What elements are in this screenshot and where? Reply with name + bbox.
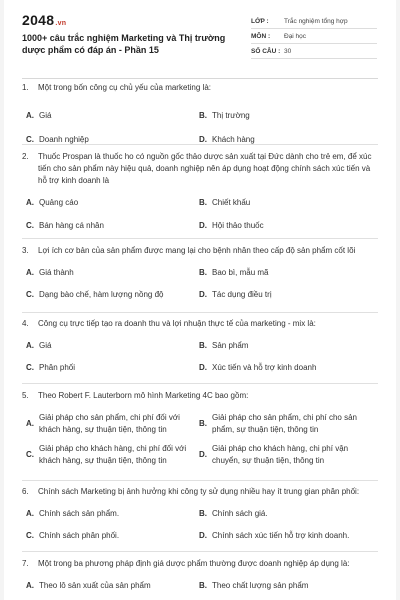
question-separator: [22, 144, 378, 145]
question-6: [22, 486, 378, 540]
question-number: 4.: [22, 319, 29, 328]
option-a[interactable]: A. Theo lô sản xuất của sản phẩm: [26, 581, 151, 590]
option-d[interactable]: D. Chính sách xúc tiến hỗ trợ kinh doanh.: [199, 531, 350, 540]
option-d[interactable]: D. Giải pháp cho khách hàng, chi phí vận chuyển, sự thuận tiện, thông tin: [199, 444, 349, 465]
options: [22, 102, 378, 144]
question-separator: [22, 551, 378, 552]
option-b[interactable]: B. Sản phẩm: [199, 341, 249, 350]
question-text: Chính sách Marketing bị ảnh hưởng khi công ty sử dụng nhiều hay ít trung gian phân phối:: [38, 487, 360, 496]
question-number: 7.: [22, 559, 29, 568]
question-text: Thuốc Prospan là thuốc ho có nguồn gốc thảo dược sản xuất tại Đức dành cho trẻ em, để xúc tiến cho sản phẩm này hiệu quả, doanh nghiệp nên áp dụng hoạt động chính sách xúc tiến và hỗ trợ kinh doanh là: [38, 152, 372, 185]
option-c[interactable]: C. Bán hàng cá nhân: [26, 221, 104, 230]
question-7: [22, 558, 378, 590]
question-text: Một trong bốn công cụ chủ yếu của marketing là:: [38, 83, 211, 92]
meta-table: [251, 14, 377, 59]
question-separator: [22, 238, 378, 239]
question-separator: [22, 480, 378, 481]
option-c[interactable]: C. Giải pháp cho khách hàng, chi phí đối với khách hàng, sự thuận tiện, thông tin: [26, 444, 187, 465]
question-4: [22, 318, 378, 372]
logo-suffix: .vn: [55, 20, 67, 27]
option-b[interactable]: B. Chiết khấu: [199, 198, 251, 207]
document-title: 1000+ câu trắc nghiệm Marketing và Thị trường dược phẩm có đáp án - Phần 15: [22, 33, 226, 55]
option-a[interactable]: A. Quảng cáo: [26, 198, 79, 207]
meta-label: LỚP :: [251, 17, 269, 25]
question-5: [22, 390, 378, 465]
logo-text: 2048: [22, 12, 55, 28]
question-number: 6.: [22, 487, 29, 496]
option-a[interactable]: A. Giải pháp cho sản phẩm, chi phí đối với khách hàng, sự thuận tiện, thông tin: [26, 413, 180, 434]
document-header: [4, 0, 396, 78]
option-a[interactable]: A. Chính sách sản phẩm.: [26, 509, 120, 518]
option-a[interactable]: A. Giá thành: [26, 268, 74, 277]
option-b[interactable]: B. Bao bì, mẫu mã: [199, 268, 269, 277]
option-a[interactable]: A. Giá: [26, 111, 52, 120]
question-separator: [22, 312, 378, 313]
meta-value: 30: [284, 47, 292, 55]
question-text: Theo Robert F. Lauterborn mô hình Marketing 4C bao gồm:: [38, 391, 249, 400]
option-d[interactable]: D. Tác dụng điều trị: [199, 290, 272, 299]
option-b[interactable]: B. Chính sách giá.: [199, 509, 268, 518]
option-c[interactable]: C. Doanh nghiệp: [26, 135, 89, 144]
option-d[interactable]: D. Khách hàng: [199, 135, 255, 144]
meta-label: MÔN :: [251, 32, 271, 40]
site-logo[interactable]: [22, 12, 66, 28]
option-c[interactable]: C. Phân phối: [26, 363, 76, 372]
option-d[interactable]: D. Xúc tiến và hỗ trợ kinh doanh: [199, 363, 317, 372]
meta-value: Trắc nghiệm tổng hợp: [284, 17, 348, 25]
option-b[interactable]: B. Thị trường: [199, 111, 250, 120]
question-text: Một trong ba phương pháp định giá dược phẩm thường được doanh nghiệp áp dụng là:: [38, 559, 350, 568]
option-a[interactable]: A. Giá: [26, 341, 52, 350]
question-3: [22, 245, 378, 299]
question-text: Lợi ích cơ bản của sản phẩm được mang lại cho bệnh nhân theo cấp độ sản phẩm cốt lõi: [38, 246, 356, 255]
meta-row-class: [251, 14, 377, 29]
document-page: [4, 0, 396, 600]
option-c[interactable]: C. Dạng bào chế, hàm lượng nồng độ: [26, 290, 164, 299]
question-text: Công cụ trực tiếp tạo ra doanh thu và lợi nhuận thực tế của marketing - mix là:: [38, 319, 316, 328]
meta-row-count: [251, 44, 377, 59]
meta-label: SỐ CÂU :: [251, 47, 281, 55]
question-number: 5.: [22, 391, 29, 400]
header-divider: [22, 78, 378, 79]
question-number: 2.: [22, 152, 29, 161]
question-2: [22, 151, 378, 230]
question-number: 3.: [22, 246, 29, 255]
meta-value: Đại học: [284, 32, 307, 40]
question-separator: [22, 383, 378, 384]
option-b[interactable]: B. Theo chất lượng sản phẩm: [199, 581, 309, 590]
meta-row-subject: [251, 29, 377, 44]
option-d[interactable]: D. Hội thảo thuốc: [199, 221, 264, 230]
option-c[interactable]: C. Chính sách phân phối.: [26, 531, 120, 540]
question-1: [22, 82, 378, 144]
option-b[interactable]: B. Giải pháp cho sản phẩm, chi phí cho sản phẩm, sự thuận tiện, thông tin: [199, 413, 357, 434]
question-number: 1.: [22, 83, 29, 92]
